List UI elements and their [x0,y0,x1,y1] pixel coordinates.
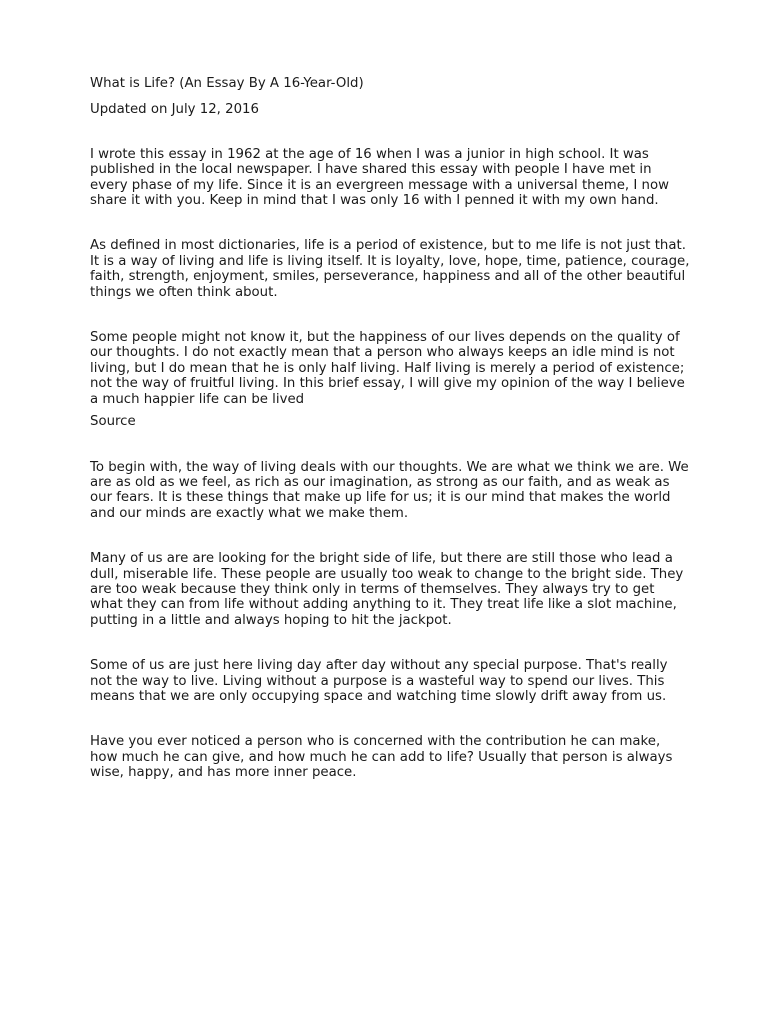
source-label: Source [90,414,136,430]
paragraph-6: Some of us are just here living day after day without any special purpose. That's really not the way to live. Living without a purpose is a wasteful way to spend our lives. This means that we are only occupying space and watching time slowly drift away from us. [90,658,672,704]
paragraph-2: As defined in most dictionaries, life is a period of existence, but to me life is not just that. It is a way of living and life is living itself. It is loyalty, love, hope, time, patience, courage, faith, strength, enjoyment, smiles, perseverance, happiness and all of the other beautiful things we often think about. [90,238,694,300]
paragraph-4: To begin with, the way of living deals with our thoughts. We are what we think we are. We are as old as we feel, as rich as our imagination, as strong as our faith, and as weak as our fears. It is these things that make up life for us; it is our mind that makes the world and our minds are exactly what we make them. [90,459,693,521]
paragraph-1: I wrote this essay in 1962 at the age of 16 when I was a junior in high school. It was published in the local newspaper. I have shared this essay with people I have met in every phase of my life. Since it is an evergreen message with a universal theme, I now share it with you. Keep in mind that I was only 16 with I penned it with my own hand. [90,146,674,209]
paragraph-5: Many of us are are looking for the bright side of life, but there are still those who lead a dull, miserable life. These people are usually too weak to change to the bright side. They are too weak because they think only in terms of themselves. They always try to get what they can from life without adding anything to it. They treat life like a slot machine, putting in a little and always hoping to hit the jackpot. [90,551,688,628]
essay-body [90,76,694,811]
paragraph-3: Some people might not know it, but the happiness of our lives depends on the quality of our thoughts. I do not exactly mean that a person who always keeps an idle mind is not living, but I do mean that he is only half living. Half living is merely a period of existence; not the way of fruitful living. In this brief essay, I will give my opinion of the way I believe a much happier life can be lived [90,330,690,407]
updated-date: Updated on July 12, 2016 [90,102,259,118]
paragraph-7: Have you ever noticed a person who is concerned with the contribution he can make, how much he can give, and how much he can add to life? Usually that person is always wise, happy, and has more inner peace. [90,734,677,781]
essay-title: What is Life? (An Essay By A 16-Year-Old) [90,76,364,91]
